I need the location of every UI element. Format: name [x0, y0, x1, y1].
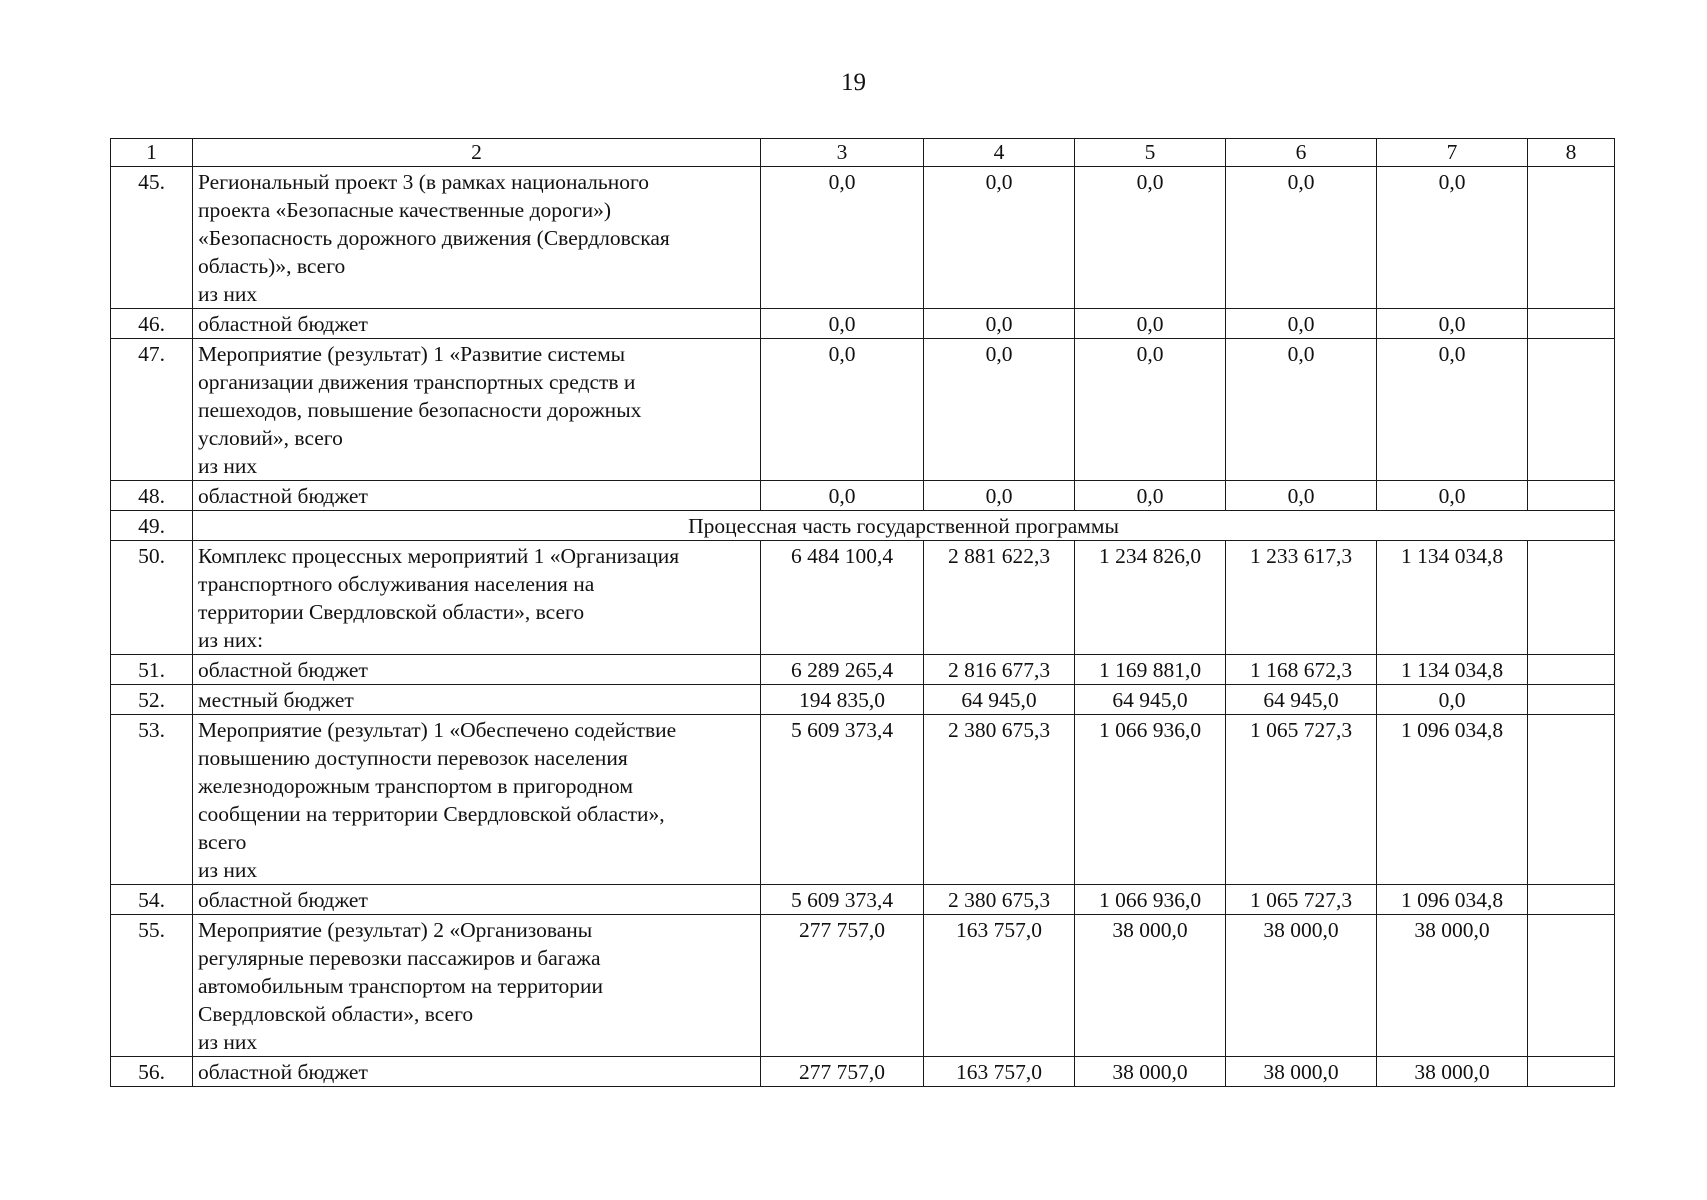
value-cell-col-7: 1 096 034,8 — [1377, 715, 1528, 885]
row-name-line: областной бюджет — [198, 1060, 368, 1084]
row-name — [193, 1057, 761, 1087]
column-header-4: 4 — [924, 139, 1075, 167]
row-name-line: сообщении на территории Свердловской области», — [198, 802, 665, 826]
value-cell-col-8 — [1528, 339, 1615, 481]
value-cell-col-4: 163 757,0 — [924, 1057, 1075, 1087]
value-cell-col-8 — [1528, 1057, 1615, 1087]
column-header-2: 2 — [193, 139, 761, 167]
row-number: 50. — [111, 541, 193, 655]
row-name-line: транспортного обслуживания населения на — [198, 572, 595, 596]
column-header-5: 5 — [1075, 139, 1226, 167]
table-row — [111, 167, 1615, 309]
column-header-6: 6 — [1226, 139, 1377, 167]
column-header-1: 1 — [111, 139, 193, 167]
value-cell-col-6: 38 000,0 — [1226, 915, 1377, 1057]
row-name-line: пешеходов, повышение безопасности дорожных — [198, 398, 642, 422]
row-number: 46. — [111, 309, 193, 339]
row-name-line: Мероприятие (результат) 2 «Организованы — [198, 918, 593, 942]
row-number: 49. — [111, 511, 193, 541]
row-number: 53. — [111, 715, 193, 885]
page-number: 19 — [841, 69, 866, 96]
value-cell-col-6: 1 065 727,3 — [1226, 715, 1377, 885]
row-name-line: Мероприятие (результат) 1 «Обеспечено содействие — [198, 718, 677, 742]
column-header-8: 8 — [1528, 139, 1615, 167]
value-cell-col-7: 0,0 — [1377, 167, 1528, 309]
value-cell-col-3: 5 609 373,4 — [761, 885, 924, 915]
value-cell-col-4: 2 881 622,3 — [924, 541, 1075, 655]
value-cell-col-7: 38 000,0 — [1377, 1057, 1528, 1087]
value-cell-col-3: 0,0 — [761, 339, 924, 481]
value-cell-col-3: 0,0 — [761, 481, 924, 511]
row-number: 54. — [111, 885, 193, 915]
value-cell-col-4: 0,0 — [924, 167, 1075, 309]
row-name-line: регулярные перевозки пассажиров и багажа — [198, 946, 601, 970]
section-title: Процессная часть государственной программы — [193, 511, 1615, 541]
value-cell-col-3: 194 835,0 — [761, 685, 924, 715]
row-number: 55. — [111, 915, 193, 1057]
row-name — [193, 167, 761, 309]
value-cell-col-8 — [1528, 481, 1615, 511]
table-row — [111, 1057, 1615, 1087]
row-name-line: территории Свердловской области», всего — [198, 600, 585, 624]
value-cell-col-4: 0,0 — [924, 309, 1075, 339]
value-cell-col-4: 2 816 677,3 — [924, 655, 1075, 685]
row-number: 48. — [111, 481, 193, 511]
row-name — [193, 481, 761, 511]
row-name-line: из них — [198, 858, 258, 882]
row-name-line: из них — [198, 1030, 258, 1054]
value-cell-col-6: 0,0 — [1226, 309, 1377, 339]
row-name-line: Региональный проект 3 (в рамках национального — [198, 170, 650, 194]
value-cell-col-8 — [1528, 885, 1615, 915]
value-cell-col-8 — [1528, 655, 1615, 685]
row-name-line: повышению доступности перевозок населения — [198, 746, 628, 770]
value-cell-col-4: 0,0 — [924, 481, 1075, 511]
value-cell-col-5: 0,0 — [1075, 309, 1226, 339]
header-row — [111, 139, 1615, 167]
value-cell-col-8 — [1528, 541, 1615, 655]
value-cell-col-3: 277 757,0 — [761, 915, 924, 1057]
row-number: 56. — [111, 1057, 193, 1087]
row-name-line: из них — [198, 454, 258, 478]
value-cell-col-6: 0,0 — [1226, 481, 1377, 511]
value-cell-col-6: 1 168 672,3 — [1226, 655, 1377, 685]
value-cell-col-5: 0,0 — [1075, 339, 1226, 481]
row-number: 45. — [111, 167, 193, 309]
table-row — [111, 339, 1615, 481]
value-cell-col-3: 5 609 373,4 — [761, 715, 924, 885]
row-name — [193, 655, 761, 685]
row-name — [193, 339, 761, 481]
value-cell-col-5: 38 000,0 — [1075, 1057, 1226, 1087]
row-name-line: областной бюджет — [198, 888, 368, 912]
row-name-line: из них — [198, 282, 258, 306]
row-name-line: Свердловской области», всего — [198, 1002, 474, 1026]
column-header-7: 7 — [1377, 139, 1528, 167]
row-name-line: всего — [198, 830, 247, 854]
value-cell-col-6: 1 065 727,3 — [1226, 885, 1377, 915]
value-cell-col-6: 1 233 617,3 — [1226, 541, 1377, 655]
value-cell-col-5: 0,0 — [1075, 167, 1226, 309]
value-cell-col-4: 0,0 — [924, 339, 1075, 481]
value-cell-col-4: 2 380 675,3 — [924, 885, 1075, 915]
value-cell-col-8 — [1528, 915, 1615, 1057]
value-cell-col-7: 0,0 — [1377, 339, 1528, 481]
value-cell-col-8 — [1528, 309, 1615, 339]
row-name-line: областной бюджет — [198, 312, 368, 336]
row-name — [193, 309, 761, 339]
value-cell-col-6: 0,0 — [1226, 339, 1377, 481]
value-cell-col-8 — [1528, 167, 1615, 309]
table-row — [111, 715, 1615, 885]
value-cell-col-6: 64 945,0 — [1226, 685, 1377, 715]
value-cell-col-4: 2 380 675,3 — [924, 715, 1075, 885]
table-row — [111, 655, 1615, 685]
row-name-line: автомобильным транспортом на территории — [198, 974, 604, 998]
value-cell-col-5: 64 945,0 — [1075, 685, 1226, 715]
value-cell-col-6: 38 000,0 — [1226, 1057, 1377, 1087]
row-name-line: проекта «Безопасные качественные дороги») — [198, 198, 612, 222]
value-cell-col-7: 0,0 — [1377, 481, 1528, 511]
value-cell-col-3: 277 757,0 — [761, 1057, 924, 1087]
value-cell-col-4: 64 945,0 — [924, 685, 1075, 715]
row-name-line: организации движения транспортных средств и — [198, 370, 636, 394]
table-row — [111, 481, 1615, 511]
value-cell-col-7: 0,0 — [1377, 309, 1528, 339]
value-cell-col-6: 0,0 — [1226, 167, 1377, 309]
row-number: 47. — [111, 339, 193, 481]
value-cell-col-3: 6 484 100,4 — [761, 541, 924, 655]
row-name-line: из них: — [198, 628, 264, 652]
table-header — [111, 139, 1615, 167]
budget-table — [110, 138, 1615, 1087]
row-number: 51. — [111, 655, 193, 685]
value-cell-col-7: 1 096 034,8 — [1377, 885, 1528, 915]
value-cell-col-5: 38 000,0 — [1075, 915, 1226, 1057]
value-cell-col-3: 6 289 265,4 — [761, 655, 924, 685]
row-name-line: Комплекс процессных мероприятий 1 «Организация — [198, 544, 680, 568]
row-name — [193, 685, 761, 715]
table-body — [111, 167, 1615, 1087]
row-name-line: Мероприятие (результат) 1 «Развитие системы — [198, 342, 626, 366]
row-number: 52. — [111, 685, 193, 715]
table-row — [111, 685, 1615, 715]
table-row — [111, 915, 1615, 1057]
row-name — [193, 715, 761, 885]
row-name-line: железнодорожным транспортом в пригородном — [198, 774, 633, 798]
value-cell-col-8 — [1528, 685, 1615, 715]
row-name — [193, 541, 761, 655]
table-row — [111, 885, 1615, 915]
value-cell-col-7: 38 000,0 — [1377, 915, 1528, 1057]
table-row — [111, 309, 1615, 339]
value-cell-col-3: 0,0 — [761, 167, 924, 309]
value-cell-col-5: 1 066 936,0 — [1075, 885, 1226, 915]
value-cell-col-5: 1 066 936,0 — [1075, 715, 1226, 885]
row-name-line: областной бюджет — [198, 484, 368, 508]
value-cell-col-4: 163 757,0 — [924, 915, 1075, 1057]
value-cell-col-5: 1 169 881,0 — [1075, 655, 1226, 685]
value-cell-col-3: 0,0 — [761, 309, 924, 339]
value-cell-col-5: 0,0 — [1075, 481, 1226, 511]
value-cell-col-8 — [1528, 715, 1615, 885]
value-cell-col-7: 1 134 034,8 — [1377, 541, 1528, 655]
table-row — [111, 511, 1615, 541]
value-cell-col-5: 1 234 826,0 — [1075, 541, 1226, 655]
row-name-line: «Безопасность дорожного движения (Свердловская — [198, 226, 670, 250]
row-name-line: область)», всего — [198, 254, 346, 278]
value-cell-col-7: 1 134 034,8 — [1377, 655, 1528, 685]
row-name-line: областной бюджет — [198, 658, 368, 682]
row-name — [193, 915, 761, 1057]
column-header-3: 3 — [761, 139, 924, 167]
row-name — [193, 885, 761, 915]
row-name-line: местный бюджет — [198, 688, 354, 712]
value-cell-col-7: 0,0 — [1377, 685, 1528, 715]
row-name-line: условий», всего — [198, 426, 343, 450]
table-row — [111, 541, 1615, 655]
